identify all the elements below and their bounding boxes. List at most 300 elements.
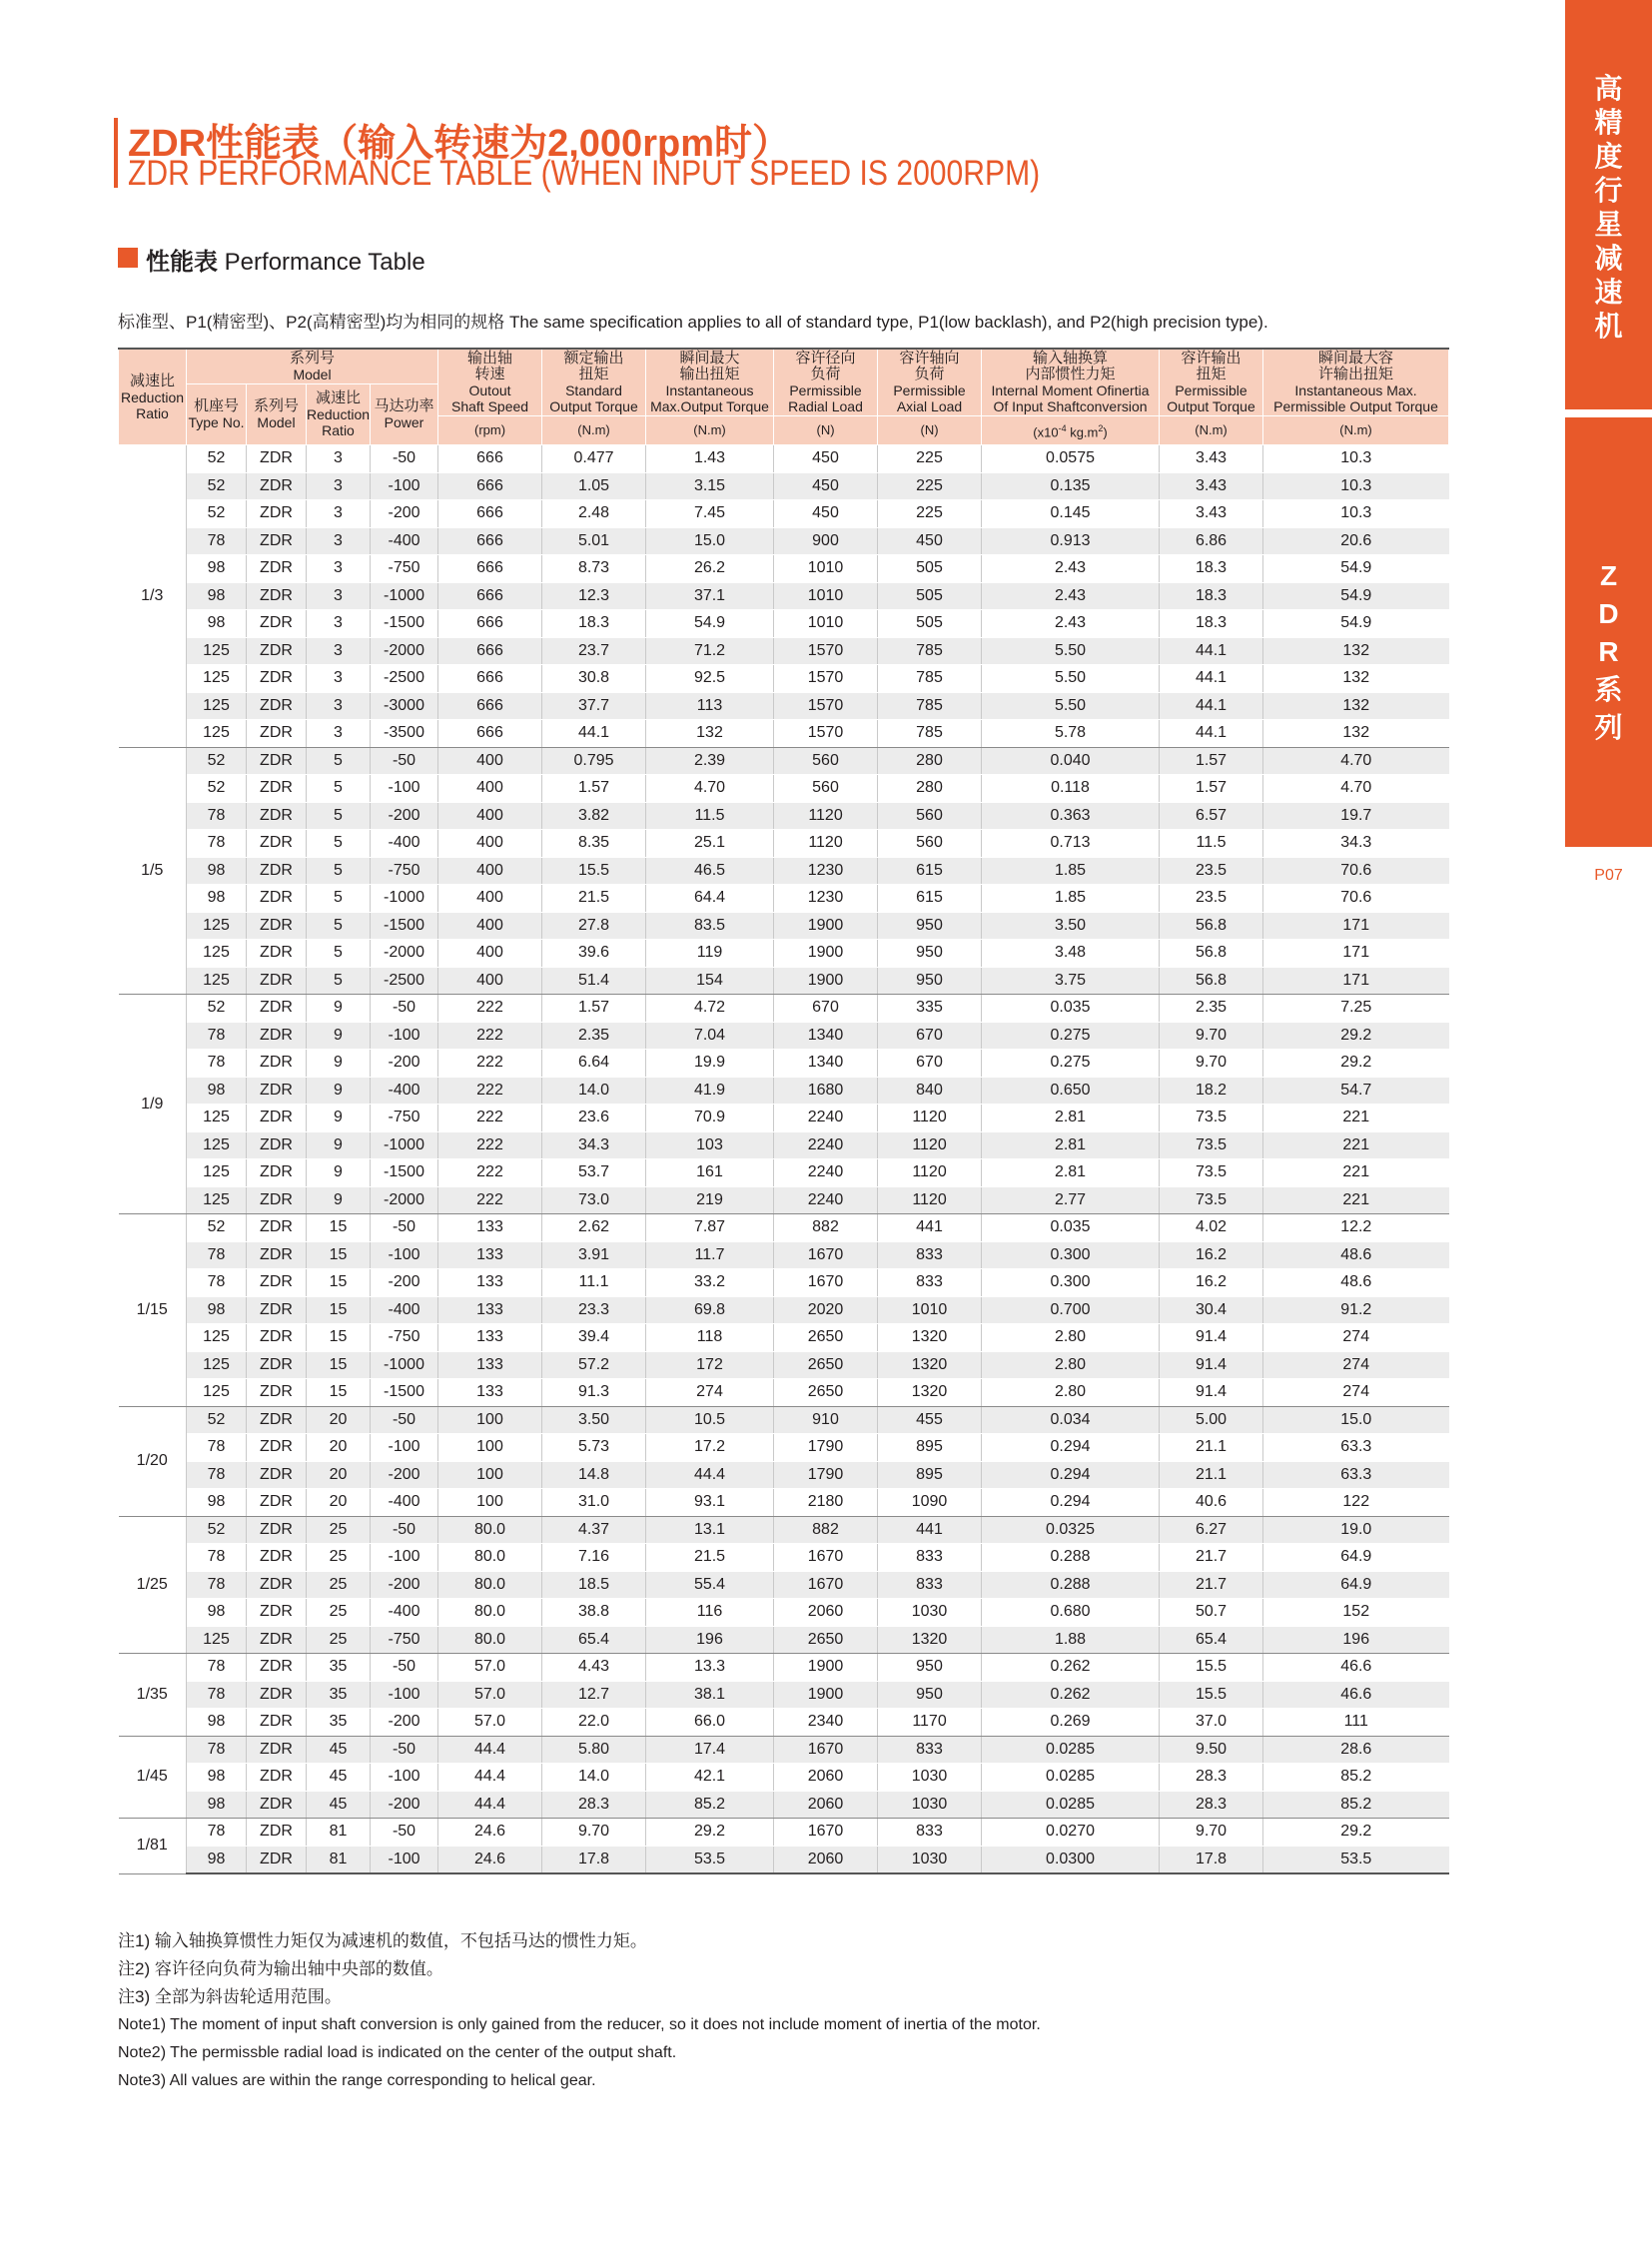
table-cell: 5.01	[542, 527, 646, 555]
table-row	[119, 1214, 1449, 1242]
table-cell: 2240	[774, 1186, 878, 1214]
header-line: Model	[257, 414, 296, 430]
table-cell: 222	[438, 1077, 542, 1105]
table-cell: 17.4	[646, 1736, 774, 1764]
table-cell: 2060	[774, 1599, 878, 1627]
table-cell: 66.0	[646, 1709, 774, 1737]
table-cell: 65.4	[1160, 1626, 1263, 1654]
table-row	[119, 885, 1449, 913]
table-cell: ZDR	[247, 1626, 307, 1654]
table-row	[119, 1186, 1449, 1214]
header-line: Type No.	[188, 414, 245, 430]
table-cell: 25	[307, 1571, 371, 1599]
table-cell: 21.5	[542, 885, 646, 913]
side-category-char: 高	[1594, 73, 1623, 104]
table-cell: 0.300	[982, 1241, 1160, 1269]
table-cell: 3	[307, 445, 371, 473]
header-line: 输出轴	[467, 350, 513, 367]
table-cell: -100	[371, 1764, 438, 1792]
table-cell: 670	[774, 995, 878, 1023]
table-cell: 9	[307, 1105, 371, 1132]
table-cell: 222	[438, 1159, 542, 1187]
table-cell: 133	[438, 1324, 542, 1352]
table-cell: 9	[307, 1050, 371, 1078]
table-cell: 840	[878, 1077, 982, 1105]
table-cell: 54.9	[1263, 610, 1449, 638]
table-cell: 154	[646, 967, 774, 995]
table-cell: 0.145	[982, 500, 1160, 528]
page-title-en: ZDR PERFORMANCE TABLE (WHEN INPUT SPEED IS 2000RPM)	[128, 154, 1041, 193]
table-cell: 52	[187, 775, 247, 803]
table-row	[119, 1736, 1449, 1764]
table-cell: 18.2	[1160, 1077, 1263, 1105]
table-cell: 19.0	[1263, 1516, 1449, 1544]
table-cell: ZDR	[247, 1351, 307, 1379]
header-line: Internal Moment Ofinertia	[991, 382, 1150, 398]
table-cell: 116	[646, 1599, 774, 1627]
unit-std-torque: (N.m)	[542, 416, 646, 445]
table-cell: 15	[307, 1269, 371, 1297]
side-tab-category	[1565, 0, 1652, 409]
table-cell: 222	[438, 1186, 542, 1214]
table-cell: 9.50	[1160, 1736, 1263, 1764]
table-cell: -750	[371, 857, 438, 885]
table-cell: -200	[371, 1269, 438, 1297]
table-cell: 46.5	[646, 857, 774, 885]
table-cell: -50	[371, 747, 438, 775]
table-cell: 0.680	[982, 1599, 1160, 1627]
table-cell: 4.37	[542, 1516, 646, 1544]
table-cell: 5	[307, 967, 371, 995]
table-cell: 895	[878, 1434, 982, 1462]
table-cell: 3	[307, 637, 371, 665]
table-cell: 400	[438, 830, 542, 858]
table-cell: 833	[878, 1241, 982, 1269]
page-number: P07	[1594, 867, 1623, 884]
table-cell: 20	[307, 1461, 371, 1489]
table-row	[119, 692, 1449, 720]
table-cell: 35	[307, 1709, 371, 1737]
table-row	[119, 720, 1449, 748]
table-cell: 1900	[774, 1681, 878, 1709]
table-cell: 132	[1263, 637, 1449, 665]
table-cell: 40.6	[1160, 1489, 1263, 1517]
table-cell: 132	[1263, 720, 1449, 748]
table-cell: 9	[307, 1159, 371, 1187]
table-cell: 125	[187, 1131, 247, 1159]
table-cell: ZDR	[247, 1571, 307, 1599]
ratio-group-cell: 1/3	[119, 445, 187, 748]
table-cell: 98	[187, 857, 247, 885]
table-cell: 44.1	[1160, 720, 1263, 748]
table-cell: -2000	[371, 940, 438, 968]
table-cell: -100	[371, 1241, 438, 1269]
table-row	[119, 1406, 1449, 1434]
side-category-char: 减	[1594, 243, 1623, 274]
table-cell: 44.1	[542, 720, 646, 748]
table-cell: 9	[307, 995, 371, 1023]
table-cell: 1670	[774, 1571, 878, 1599]
table-cell: 37.7	[542, 692, 646, 720]
table-cell: 5.78	[982, 720, 1160, 748]
table-cell: 1900	[774, 1654, 878, 1682]
table-cell: 910	[774, 1406, 878, 1434]
table-cell: 785	[878, 637, 982, 665]
table-cell: 18.5	[542, 1571, 646, 1599]
table-cell: 52	[187, 472, 247, 500]
table-cell: 1670	[774, 1819, 878, 1847]
table-cell: -50	[371, 1654, 438, 1682]
table-cell: -1000	[371, 885, 438, 913]
table-cell: 100	[438, 1406, 542, 1434]
table-cell: 2.77	[982, 1186, 1160, 1214]
header-line: Output Torque	[549, 398, 638, 414]
table-cell: 15	[307, 1324, 371, 1352]
table-cell: 63.3	[1263, 1434, 1449, 1462]
table-cell: -200	[371, 1571, 438, 1599]
table-cell: 2.48	[542, 500, 646, 528]
table-cell: 666	[438, 582, 542, 610]
table-cell: 78	[187, 1434, 247, 1462]
table-cell: 6.57	[1160, 802, 1263, 830]
table-cell: 21.7	[1160, 1571, 1263, 1599]
header-type-no	[187, 384, 247, 445]
table-cell: 125	[187, 912, 247, 940]
table-cell: 1030	[878, 1791, 982, 1819]
table-cell: 52	[187, 1516, 247, 1544]
page-title-cn: ZDR性能表（输入转速为2,000rpm时）	[128, 123, 790, 165]
table-cell: 0.363	[982, 802, 1160, 830]
table-cell: 833	[878, 1544, 982, 1572]
table-cell: 0.269	[982, 1709, 1160, 1737]
header-ratio	[119, 349, 187, 445]
table-cell: 21.1	[1160, 1434, 1263, 1462]
table-cell: 6.64	[542, 1050, 646, 1078]
table-cell: 950	[878, 940, 982, 968]
table-cell: 222	[438, 1022, 542, 1050]
table-cell: 44.4	[438, 1791, 542, 1819]
table-cell: 400	[438, 747, 542, 775]
table-cell: 98	[187, 1709, 247, 1737]
table-cell: 1120	[878, 1105, 982, 1132]
table-cell: 70.6	[1263, 885, 1449, 913]
table-cell: 15	[307, 1241, 371, 1269]
table-cell: ZDR	[247, 1764, 307, 1792]
table-cell: -200	[371, 1461, 438, 1489]
table-cell: 2650	[774, 1626, 878, 1654]
table-cell: 64.9	[1263, 1544, 1449, 1572]
table-cell: 785	[878, 692, 982, 720]
table-cell: 0.0285	[982, 1791, 1160, 1819]
table-cell: 3.43	[1160, 445, 1263, 473]
table-cell: 125	[187, 1324, 247, 1352]
table-row	[119, 1626, 1449, 1654]
table-cell: 15	[307, 1351, 371, 1379]
side-series-char: R	[1598, 636, 1619, 667]
table-cell: 46.6	[1263, 1654, 1449, 1682]
table-cell: 1.05	[542, 472, 646, 500]
table-row	[119, 665, 1449, 693]
table-row	[119, 1764, 1449, 1792]
table-cell: 15.5	[1160, 1681, 1263, 1709]
table-cell: 505	[878, 582, 982, 610]
table-cell: 950	[878, 912, 982, 940]
table-cell: 1120	[878, 1186, 982, 1214]
table-cell: 34.3	[1263, 830, 1449, 858]
header-line: Output Torque	[1167, 398, 1255, 414]
table-cell: 5	[307, 830, 371, 858]
table-cell: 1120	[878, 1131, 982, 1159]
table-cell: 125	[187, 1105, 247, 1132]
table-cell: 125	[187, 637, 247, 665]
table-cell: -1500	[371, 1159, 438, 1187]
header-radial-load	[774, 349, 878, 416]
table-row	[119, 1571, 1449, 1599]
table-cell: 0.294	[982, 1489, 1160, 1517]
table-cell: 34.3	[542, 1131, 646, 1159]
table-cell: 7.45	[646, 500, 774, 528]
table-cell: 125	[187, 967, 247, 995]
header-line: 容许输出	[1181, 350, 1241, 367]
table-cell: ZDR	[247, 1406, 307, 1434]
table-cell: 1.43	[646, 445, 774, 473]
table-cell: 171	[1263, 912, 1449, 940]
table-cell: 0.0300	[982, 1846, 1160, 1873]
side-category-label	[1565, 72, 1652, 344]
table-cell: 18.3	[1160, 582, 1263, 610]
table-cell: -50	[371, 995, 438, 1023]
table-cell: ZDR	[247, 1022, 307, 1050]
table-cell: 98	[187, 582, 247, 610]
table-cell: 125	[187, 692, 247, 720]
table-cell: 222	[438, 995, 542, 1023]
table-cell: -100	[371, 775, 438, 803]
table-row	[119, 1379, 1449, 1407]
unit-inst-max: (N.m)	[1263, 416, 1449, 445]
table-cell: 15	[307, 1379, 371, 1407]
table-row	[119, 637, 1449, 665]
table-cell: 29.2	[1263, 1050, 1449, 1078]
table-cell: 2.81	[982, 1131, 1160, 1159]
ratio-group-cell: 1/5	[119, 747, 187, 995]
table-cell: 19.9	[646, 1050, 774, 1078]
table-cell: 125	[187, 1159, 247, 1187]
table-cell: -3500	[371, 720, 438, 748]
table-cell: 1120	[774, 830, 878, 858]
note-cn-2: 注2) 容许径向负荷为输出轴中央部的数值。	[118, 1959, 443, 1978]
side-series-char: 系	[1594, 674, 1623, 705]
ratio-group-cell: 1/9	[119, 995, 187, 1214]
table-row	[119, 1461, 1449, 1489]
table-cell: 122	[1263, 1489, 1449, 1517]
table-cell: 98	[187, 1296, 247, 1324]
table-cell: 35	[307, 1681, 371, 1709]
header-line: 减速比	[315, 389, 361, 406]
table-cell: 0.288	[982, 1544, 1160, 1572]
table-cell: 1010	[774, 555, 878, 583]
header-line: 容许轴向	[899, 350, 960, 367]
table-row	[119, 1489, 1449, 1517]
table-row	[119, 912, 1449, 940]
table-cell: 0.700	[982, 1296, 1160, 1324]
table-cell: ZDR	[247, 1599, 307, 1627]
table-cell: 3.48	[982, 940, 1160, 968]
table-cell: 53.5	[1263, 1846, 1449, 1873]
table-cell: 666	[438, 637, 542, 665]
table-cell: ZDR	[247, 555, 307, 583]
header-std-torque	[542, 349, 646, 416]
table-cell: 615	[878, 885, 982, 913]
table-cell: 2.39	[646, 747, 774, 775]
table-cell: 1120	[878, 1159, 982, 1187]
ratio-group-cell: 1/15	[119, 1214, 187, 1407]
table-cell: 0.034	[982, 1406, 1160, 1434]
table-cell: 1320	[878, 1379, 982, 1407]
table-cell: -100	[371, 1544, 438, 1572]
table-cell: ZDR	[247, 472, 307, 500]
table-cell: 1010	[774, 582, 878, 610]
table-cell: 1120	[774, 802, 878, 830]
section-title-en: Performance Table	[224, 249, 425, 276]
table-cell: 20	[307, 1406, 371, 1434]
table-cell: 3.91	[542, 1241, 646, 1269]
table-cell: 91.4	[1160, 1324, 1263, 1352]
side-tab-series	[1565, 417, 1652, 847]
table-cell: 25	[307, 1516, 371, 1544]
table-cell: 100	[438, 1434, 542, 1462]
table-cell: 221	[1263, 1186, 1449, 1214]
ratio-group-cell: 1/25	[119, 1516, 187, 1654]
table-cell: 2.35	[542, 1022, 646, 1050]
table-cell: 64.4	[646, 885, 774, 913]
table-cell: ZDR	[247, 637, 307, 665]
side-series-label	[1565, 557, 1652, 747]
table-cell: ZDR	[247, 692, 307, 720]
table-cell: 73.0	[542, 1186, 646, 1214]
table-cell: 98	[187, 1077, 247, 1105]
header-line: Instantaneous	[665, 382, 754, 398]
table-cell: 57.0	[438, 1709, 542, 1737]
table-cell: 1320	[878, 1351, 982, 1379]
table-cell: 98	[187, 1764, 247, 1792]
table-cell: 54.7	[1263, 1077, 1449, 1105]
table-cell: 1570	[774, 692, 878, 720]
table-cell: 171	[1263, 940, 1449, 968]
header-line: Outout	[468, 382, 511, 398]
spec-note: 标准型、P1(精密型)、P2(高精密型)均为相同的规格 The same specification applies to all of standard type, P1(low backlash), and P2(high precision type).	[118, 313, 1268, 332]
table-cell: -400	[371, 1077, 438, 1105]
table-cell: 1670	[774, 1736, 878, 1764]
table-cell: -50	[371, 1516, 438, 1544]
table-cell: 54.9	[1263, 555, 1449, 583]
table-cell: ZDR	[247, 995, 307, 1023]
table-cell: 5.80	[542, 1736, 646, 1764]
table-cell: 8.35	[542, 830, 646, 858]
table-cell: ZDR	[247, 1709, 307, 1737]
table-cell: ZDR	[247, 1324, 307, 1352]
table-row	[119, 500, 1449, 528]
table-cell: 0.913	[982, 527, 1160, 555]
table-row	[119, 1241, 1449, 1269]
table-cell: 52	[187, 995, 247, 1023]
table-row	[119, 610, 1449, 638]
table-cell: 0.0285	[982, 1736, 1160, 1764]
table-cell: 7.87	[646, 1214, 774, 1242]
table-row	[119, 1434, 1449, 1462]
table-cell: -100	[371, 1434, 438, 1462]
table-cell: 219	[646, 1186, 774, 1214]
table-cell: 0.0270	[982, 1819, 1160, 1847]
table-cell: ZDR	[247, 1296, 307, 1324]
table-cell: 3.50	[982, 912, 1160, 940]
table-cell: 39.6	[542, 940, 646, 968]
table-row	[119, 1159, 1449, 1187]
table-cell: ZDR	[247, 940, 307, 968]
header-perm-torque	[1160, 349, 1263, 416]
table-cell: 21.5	[646, 1544, 774, 1572]
table-cell: 41.9	[646, 1077, 774, 1105]
table-cell: 221	[1263, 1105, 1449, 1132]
table-cell: 0.135	[982, 472, 1160, 500]
table-cell: 48.6	[1263, 1269, 1449, 1297]
table-cell: 225	[878, 445, 982, 473]
table-cell: 171	[1263, 967, 1449, 995]
table-cell: 78	[187, 1819, 247, 1847]
header-line: 扭矩	[578, 366, 609, 382]
ratio-group-cell: 1/81	[119, 1819, 187, 1874]
table-cell: 2060	[774, 1791, 878, 1819]
table-cell: 5.50	[982, 665, 1160, 693]
table-cell: 2.81	[982, 1105, 1160, 1132]
table-cell: 17.8	[542, 1846, 646, 1873]
table-cell: 23.5	[1160, 857, 1263, 885]
table-cell: 280	[878, 775, 982, 803]
table-cell: -200	[371, 500, 438, 528]
table-cell: 20	[307, 1434, 371, 1462]
table-cell: 125	[187, 940, 247, 968]
table-cell: 450	[774, 500, 878, 528]
side-category-char: 星	[1594, 209, 1623, 240]
table-cell: 221	[1263, 1131, 1449, 1159]
table-cell: 950	[878, 1654, 982, 1682]
table-cell: 0.0575	[982, 445, 1160, 473]
table-cell: 2.80	[982, 1324, 1160, 1352]
table-cell: 152	[1263, 1599, 1449, 1627]
table-cell: 14.0	[542, 1077, 646, 1105]
header-line: 额定输出	[563, 350, 624, 367]
table-cell: 8.73	[542, 555, 646, 583]
table-cell: ZDR	[247, 1846, 307, 1873]
table-cell: 53.5	[646, 1846, 774, 1873]
table-cell: 1340	[774, 1022, 878, 1050]
table-cell: 0.477	[542, 445, 646, 473]
table-cell: -750	[371, 1626, 438, 1654]
table-cell: 2.80	[982, 1379, 1160, 1407]
table-cell: 785	[878, 720, 982, 748]
table-row	[119, 1131, 1449, 1159]
header-line: 机座号	[193, 397, 239, 414]
header-line: 系列号	[290, 350, 336, 367]
table-cell: 53.7	[542, 1159, 646, 1187]
table-cell: ZDR	[247, 1516, 307, 1544]
table-cell: 4.02	[1160, 1214, 1263, 1242]
table-cell: 666	[438, 472, 542, 500]
table-cell: 833	[878, 1819, 982, 1847]
section-title	[146, 242, 425, 277]
table-cell: 64.9	[1263, 1571, 1449, 1599]
header-line: Power	[384, 414, 424, 430]
table-cell: -2000	[371, 637, 438, 665]
